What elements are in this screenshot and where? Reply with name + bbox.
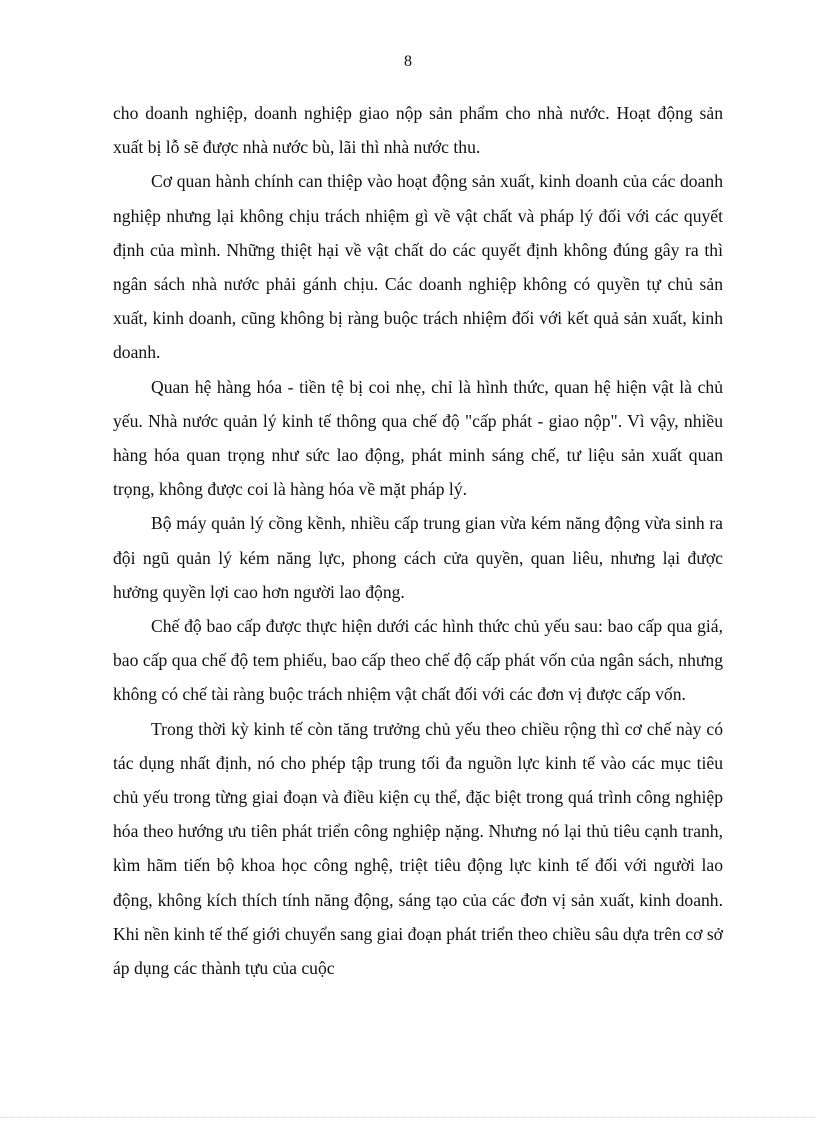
paragraph-1: cho doanh nghiệp, doanh nghiệp giao nộp sản phẩm cho nhà nước. Hoạt động sản xuất bị lỗ sẽ được nhà nước bù, lãi thì nhà nước thu. [113, 103, 723, 158]
paragraph-2: Cơ quan hành chính can thiệp vào hoạt động sản xuất, kinh doanh của các doanh nghiệp nhưng lại không chịu trách nhiệm gì về vật chất và pháp lý đối với các quyết định của mình. Những thiệt hại về vật chất do các quyết định không đúng gây ra thì ngân sách nhà nước phải gánh chịu. Các doanh nghiệp không có quyền tự chủ sản xuất, kinh doanh, cũng không bị ràng buộc trách nhiệm đối với kết quả sản xuất, kinh doanh. [113, 171, 723, 363]
paragraph-4: Bộ máy quản lý cồng kềnh, nhiều cấp trung gian vừa kém năng động vừa sinh ra đội ngũ quản lý kém năng lực, phong cách cửa quyền, quan liêu, nhưng lại được hưởng quyền lợi cao hơn người lao động. [113, 513, 723, 602]
page-number: 8 [404, 53, 412, 70]
page-bottom-divider [0, 1117, 816, 1118]
paragraph-6: Trong thời kỳ kinh tế còn tăng trưởng chủ yếu theo chiều rộng thì cơ chế này có tác dụng nhất định, nó cho phép tập trung tối đa nguồn lực kinh tế vào các mục tiêu chủ yếu trong từng giai đoạn và điều kiện cụ thể, đặc biệt trong quá trình công nghiệp hóa theo hướng ưu tiên phát triển công nghiệp nặng. Nhưng nó lại thủ tiêu cạnh tranh, kìm hãm tiến bộ khoa học công nghệ, triệt tiêu động lực kinh tế đối với người lao động, không kích thích tính năng động, sáng tạo của các đơn vị sản xuất, kinh doanh. Khi nền kinh tế thế giới chuyển sang giai đoạn phát triển theo chiều sâu dựa trên cơ sở áp dụng các thành tựu của cuộc [113, 718, 723, 979]
document-body [113, 96, 723, 985]
paragraph-5: Chế độ bao cấp được thực hiện dưới các hình thức chủ yếu sau: bao cấp qua giá, bao cấp qua chế độ tem phiếu, bao cấp theo chế độ cấp phát vốn của ngân sách, nhưng không có chế tài ràng buộc trách nhiệm vật chất đối với các đơn vị được cấp vốn. [113, 616, 723, 705]
paragraph-3: Quan hệ hàng hóa - tiền tệ bị coi nhẹ, chỉ là hình thức, quan hệ hiện vật là chủ yếu. Nhà nước quản lý kinh tế thông qua chế độ "cấp phát - giao nộp". Vì vậy, nhiều hàng hóa quan trọng như sức lao động, phát minh sáng chế, tư liệu sản xuất quan trọng, không được coi là hàng hóa về mặt pháp lý. [113, 376, 723, 500]
